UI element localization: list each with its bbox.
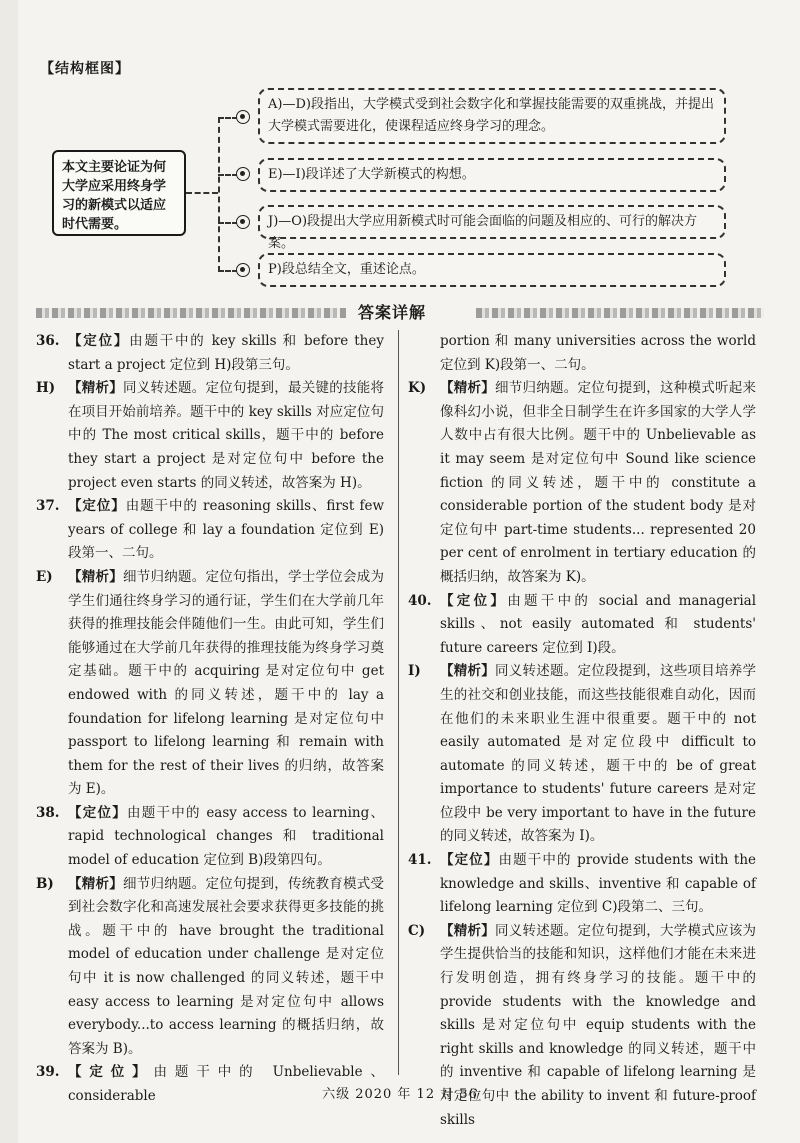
summary-box-1: A)—D)段指出，大学模式受到社会数字化和掌握技能需要的双重挑战，并提出大学模式需要进化，使课程适应终身学习的理念。 <box>258 88 726 144</box>
header-stripe-right <box>476 308 764 318</box>
entry-label: 【定位】 <box>68 498 126 515</box>
entry-text: 细节归纳题。定位句提到，这种模式听起来像科幻小说，但非全日制学生在许多国家的大学人学人数中占有很大比例。题干中的 Unbelievable as it may seem 是对定位句中 Sound like science fiction 的同义转述，题干中的 constitute a considerable portion of the student body 是对定位句中 part-time students... represented 20 per cent of enrolment in tertiary education 的概括归纳，故答案为 K)。 <box>440 380 756 585</box>
answers-title: 答案详解 <box>358 303 427 322</box>
answer-entry-continued <box>408 330 756 377</box>
connector-branch-1 <box>218 117 238 119</box>
entry-label: 【定位】 <box>440 592 508 609</box>
summary-box-3: J)—O)段提出大学应用新模式时可能会面临的问题及相应的、可行的解决方案。 <box>258 205 726 239</box>
answer-entry <box>36 566 384 802</box>
arrow-circle-icon <box>236 110 250 124</box>
entry-label: 【定位】 <box>440 852 499 869</box>
answer-entry <box>36 495 384 566</box>
entry-number: 36. <box>36 333 60 349</box>
arrow-circle-icon <box>236 167 250 181</box>
entry-answer: K) <box>408 380 427 397</box>
entry-label: 【精析】 <box>440 922 495 939</box>
entry-label: 【精析】 <box>440 663 495 680</box>
entry-label: 【定位】 <box>68 804 128 821</box>
answer-entry <box>36 377 384 495</box>
entry-answer: I) <box>408 663 421 680</box>
answer-entry <box>408 849 756 920</box>
entry-label: 【定位】 <box>68 333 130 349</box>
entry-text: 由题干中的 provide students with the knowledge and skills、inventive 和 capable of lifelong learning 定位到 C)段第二、三句。 <box>440 852 757 916</box>
entry-text: 由题干中的 social and managerial skills、not easily automated 和 students' future careers 定位到 I)段。 <box>440 592 757 656</box>
answer-entry <box>408 590 756 661</box>
entry-answer: B) <box>36 875 54 892</box>
entry-text: 由题干中的 key skills 和 before they start a project 定位到 H)段第三句。 <box>68 333 384 373</box>
entry-text: 同义转述题。定位句提到，大学模式应该为学生提供恰当的技能和知识，这样他们才能在未来进行发明创造，拥有终身学习的技能。题干中的 provide students with the knowledge and skills 是对定位句中 equip students with the right skills and knowledge 的同义转述，题干中的 inventive 和 capable of lifelong learning 是对定位句中 the ability to invent 和 future-proof skills <box>440 922 756 1128</box>
entry-label: 【定位】 <box>68 1064 154 1081</box>
right-column <box>408 330 756 1132</box>
entry-label: 【精析】 <box>68 568 123 585</box>
entry-number: 41. <box>408 852 432 869</box>
entry-text: 同义转述题。定位句提到，最关键的技能将在项目开始前培养。题干中的 key skills 对应定位句中的 The most critical skills，题干中的 before they start a project 是对定位句中 before the project even starts 的同义转述，故答案为 H)。 <box>68 380 384 491</box>
entry-text: 由题干中的 reasoning skills、first few years of college 和 lay a foundation 定位到 E)段第一、二句。 <box>68 498 384 562</box>
entry-number: 40. <box>408 592 432 609</box>
entry-number: 39. <box>36 1064 60 1081</box>
answer-entry <box>36 330 384 377</box>
diagram-main-box: 本文主要论证为何大学应采用终身学习的新模式以适应时代需要。 <box>52 150 186 236</box>
entry-label: 【精析】 <box>68 380 123 397</box>
entry-text: portion 和 many universities across the world 定位到 K)段第一、二句。 <box>440 333 756 373</box>
summary-box-2: E)—I)段详述了大学新模式的构想。 <box>258 158 726 192</box>
column-divider <box>398 330 399 1075</box>
answer-entry <box>408 660 756 849</box>
entry-text: 细节归纳题。定位句指出，学士学位会成为学生们通往终身学习的通行证，学生们在大学前几年获得的推理技能会伴随他们一生。由此可知，学生们能够通过在大学前几年获得的推理技能为终身学习奠定基础。题干中的 acquiring 是对定位句中 get endowed with 的同义转述，题干中的 lay a foundation for lifelong learning 是对定位句中 passport to lifelong learning 和 remain with them for the rest of their lives 的归纳，故答案为 E)。 <box>68 568 384 798</box>
entry-text: 细节归纳题。定位句提到，传统教育模式受到社会数字化和高速发展社会要求获得更多技能的挑战。题干中的 have brought the traditional model of education under challenge 是对定位句中 it is now challenged 的同义转述，题干中 easy access to learning 是对定位句中 allows everybody...to access learning 的概括归纳，故答案为 B)。 <box>68 875 384 1057</box>
answer-entry <box>36 802 384 873</box>
arrow-circle-icon <box>236 263 250 277</box>
entry-text: 同义转述题。定位段提到，这些项目培养学生的社交和创业技能，而这些技能很难自动化，因而在他们的未来职业生涯中很重要。题干中的 not easily automated 是对定位段中 difficult to automate 的同义转述，题干中的 be of great importance to students' future careers 是对定位段中 be very important to have in the future 的同义转述，故答案为 I)。 <box>440 663 756 845</box>
entry-text: 由题干中的 easy access to learning、rapid technological changes 和 traditional model of education 定位到 B)段第四句。 <box>68 804 385 869</box>
answer-entry <box>36 873 384 1062</box>
entry-text: 由题干中的 Unbelievable、considerable <box>68 1064 384 1104</box>
connector-branch-2 <box>218 174 238 176</box>
answer-entry <box>408 377 756 589</box>
entry-label: 【精析】 <box>68 875 123 892</box>
connector-branch-3 <box>218 222 238 224</box>
left-column <box>36 330 384 1109</box>
entry-answer: C) <box>408 922 426 939</box>
entry-answer: E) <box>36 568 53 585</box>
connector-spine <box>218 117 220 272</box>
page-footer: 六级 2020 年 12 月 56 <box>322 1087 478 1102</box>
summary-box-4: P)段总结全文，重述论点。 <box>258 253 726 287</box>
entry-number: 37. <box>36 498 60 515</box>
page-binding-edge <box>0 0 18 1143</box>
arrow-circle-icon <box>236 215 250 229</box>
entry-label: 【精析】 <box>440 380 495 397</box>
diagram-heading: 【结构框图】 <box>40 61 130 77</box>
entry-answer: H) <box>36 380 56 397</box>
connector-branch-4 <box>218 270 238 272</box>
header-stripe-left <box>36 308 346 318</box>
entry-number: 38. <box>36 804 60 821</box>
connector-main <box>186 192 218 194</box>
